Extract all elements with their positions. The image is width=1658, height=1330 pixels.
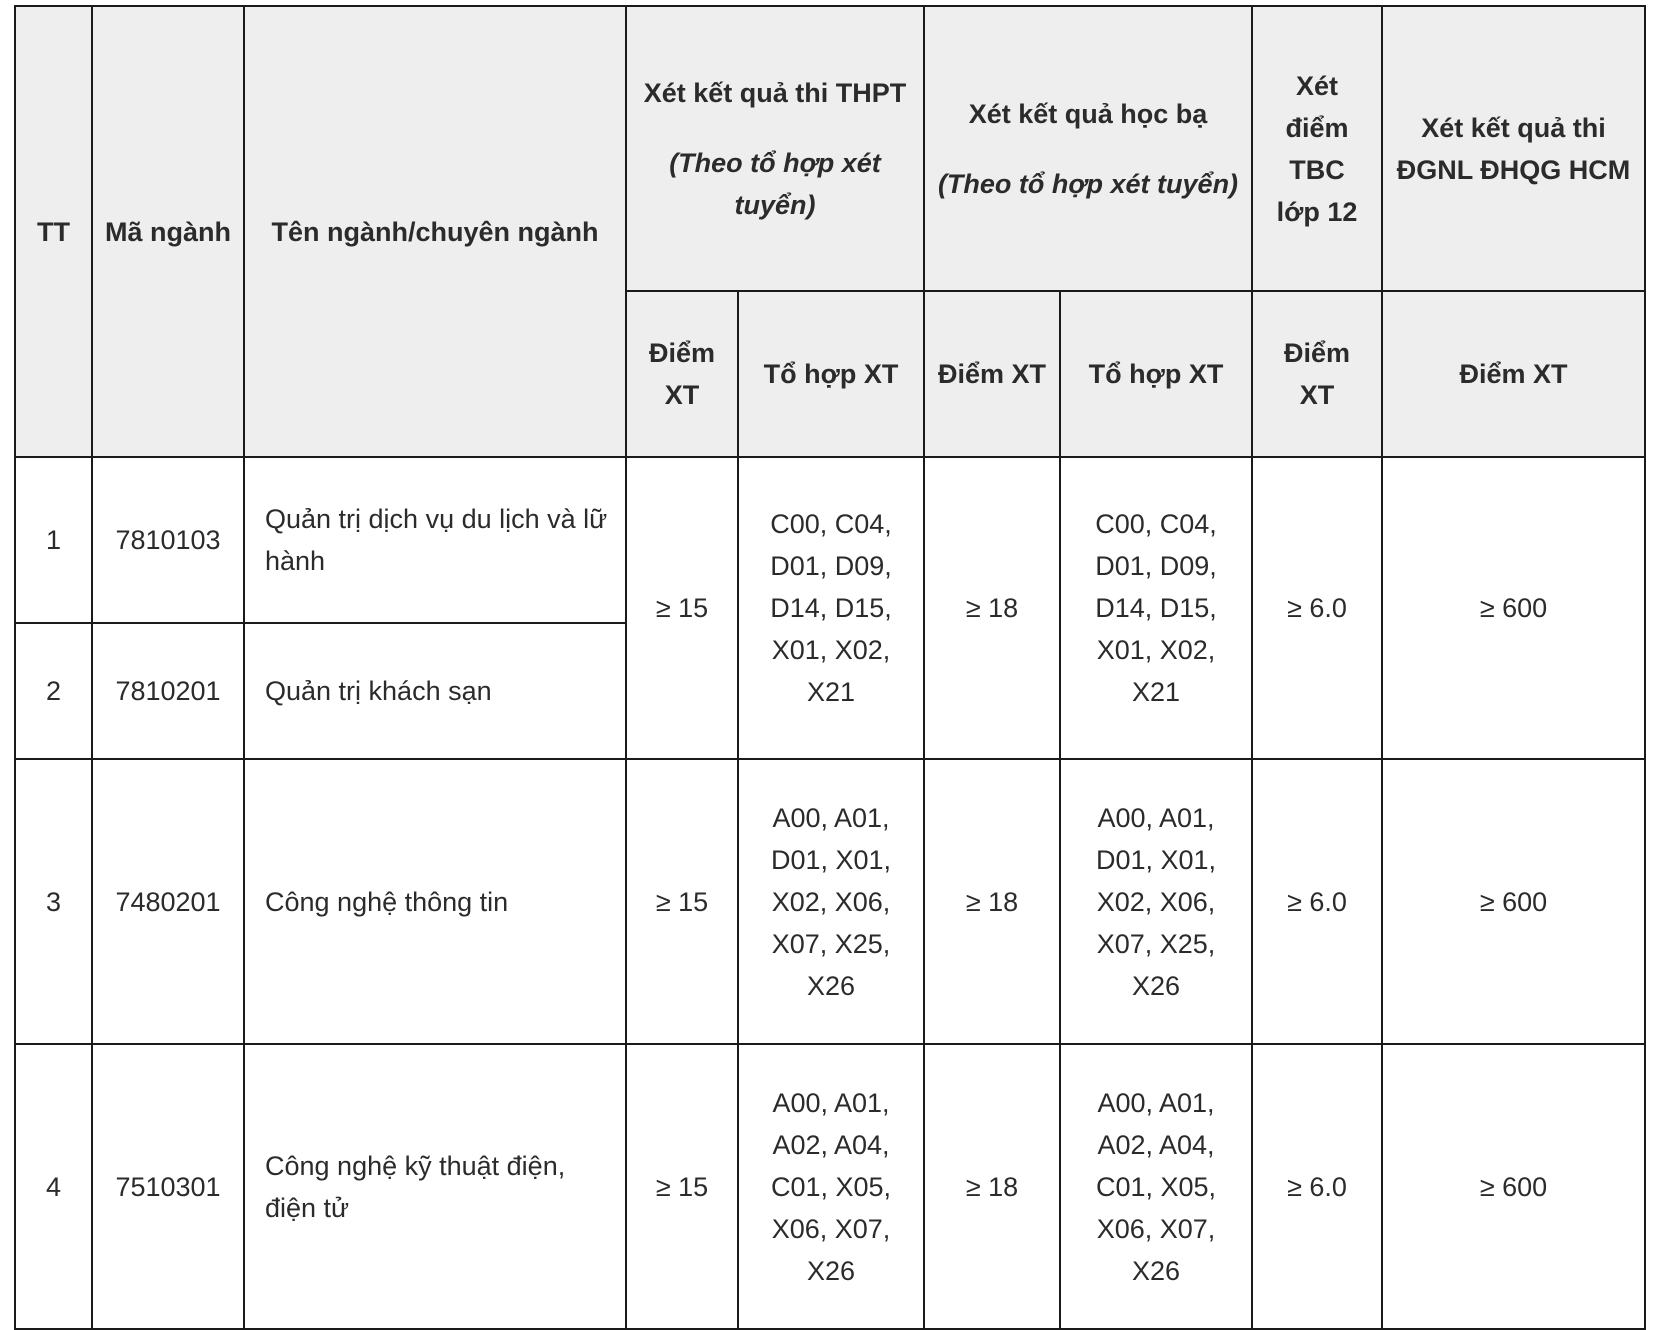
table-row	[15, 1044, 1645, 1329]
cell-thpt-tohop: C00, C04, D01, D09, D14, D15, X01, X02, X21	[738, 457, 924, 759]
cell-thpt-tohop: A00, A01, A02, A04, C01, X05, X06, X07, X26	[738, 1044, 924, 1329]
cell-ten-nganh: Quản trị dịch vụ du lịch và lữ hành	[244, 457, 626, 623]
cell-tt: 3	[15, 759, 92, 1044]
cell-dgnl-diem: ≥ 600	[1382, 1044, 1645, 1329]
header-dgnl: Xét kết quả thi ĐGNL ĐHQG HCM	[1382, 6, 1645, 291]
cell-tbc-diem: ≥ 6.0	[1252, 759, 1382, 1044]
admissions-table	[14, 5, 1646, 1330]
header-tbc: Xét điểm TBC lớp 12	[1252, 6, 1382, 291]
cell-ten-nganh: Công nghệ thông tin	[244, 759, 626, 1044]
cell-hocba-tohop: A00, A01, D01, X01, X02, X06, X07, X25, X26	[1060, 759, 1252, 1044]
header-hoc-ba	[924, 6, 1252, 291]
cell-tbc-diem: ≥ 6.0	[1252, 457, 1382, 759]
cell-thpt-diem: ≥ 15	[626, 1044, 738, 1329]
cell-tt: 1	[15, 457, 92, 623]
cell-ma-nganh: 7480201	[92, 759, 244, 1044]
cell-hocba-diem: ≥ 18	[924, 759, 1060, 1044]
table-row	[15, 457, 1645, 623]
header-ten-nganh: Tên ngành/chuyên ngành	[244, 6, 626, 457]
header-thpt-title: Xét kết quả thi THPT	[643, 77, 907, 108]
header-thpt-diem: Điểm XT	[626, 291, 738, 457]
cell-ma-nganh: 7810103	[92, 457, 244, 623]
header-hocba-tohop: Tổ hợp XT	[1060, 291, 1252, 457]
header-thpt-subtitle: (Theo tổ hợp xét tuyển)	[669, 147, 881, 220]
cell-dgnl-diem: ≥ 600	[1382, 457, 1645, 759]
cell-tt: 4	[15, 1044, 92, 1329]
header-hocba-diem: Điểm XT	[924, 291, 1060, 457]
cell-hocba-diem: ≥ 18	[924, 457, 1060, 759]
cell-tt: 2	[15, 623, 92, 759]
cell-thpt-diem: ≥ 15	[626, 457, 738, 759]
header-ma-nganh: Mã ngành	[92, 6, 244, 457]
header-hoc-ba-title: Xét kết quả học bạ	[968, 98, 1208, 129]
cell-hocba-tohop: A00, A01, A02, A04, C01, X05, X06, X07, X26	[1060, 1044, 1252, 1329]
header-tt: TT	[15, 6, 92, 457]
header-dgnl-diem: Điểm XT	[1382, 291, 1645, 457]
table-row	[15, 759, 1645, 1044]
header-hoc-ba-subtitle: (Theo tổ hợp xét tuyển)	[937, 168, 1239, 199]
cell-ten-nganh: Quản trị khách sạn	[244, 623, 626, 759]
header-tbc-diem: Điểm XT	[1252, 291, 1382, 457]
header-thpt	[626, 6, 924, 291]
cell-ma-nganh: 7510301	[92, 1044, 244, 1329]
cell-ma-nganh: 7810201	[92, 623, 244, 759]
cell-thpt-tohop: A00, A01, D01, X01, X02, X06, X07, X25, X26	[738, 759, 924, 1044]
cell-hocba-diem: ≥ 18	[924, 1044, 1060, 1329]
header-thpt-tohop: Tổ hợp XT	[738, 291, 924, 457]
cell-ten-nganh: Công nghệ kỹ thuật điện, điện tử	[244, 1044, 626, 1329]
cell-dgnl-diem: ≥ 600	[1382, 759, 1645, 1044]
header-row-top	[15, 6, 1645, 291]
cell-thpt-diem: ≥ 15	[626, 759, 738, 1044]
cell-hocba-tohop: C00, C04, D01, D09, D14, D15, X01, X02, X21	[1060, 457, 1252, 759]
cell-tbc-diem: ≥ 6.0	[1252, 1044, 1382, 1329]
